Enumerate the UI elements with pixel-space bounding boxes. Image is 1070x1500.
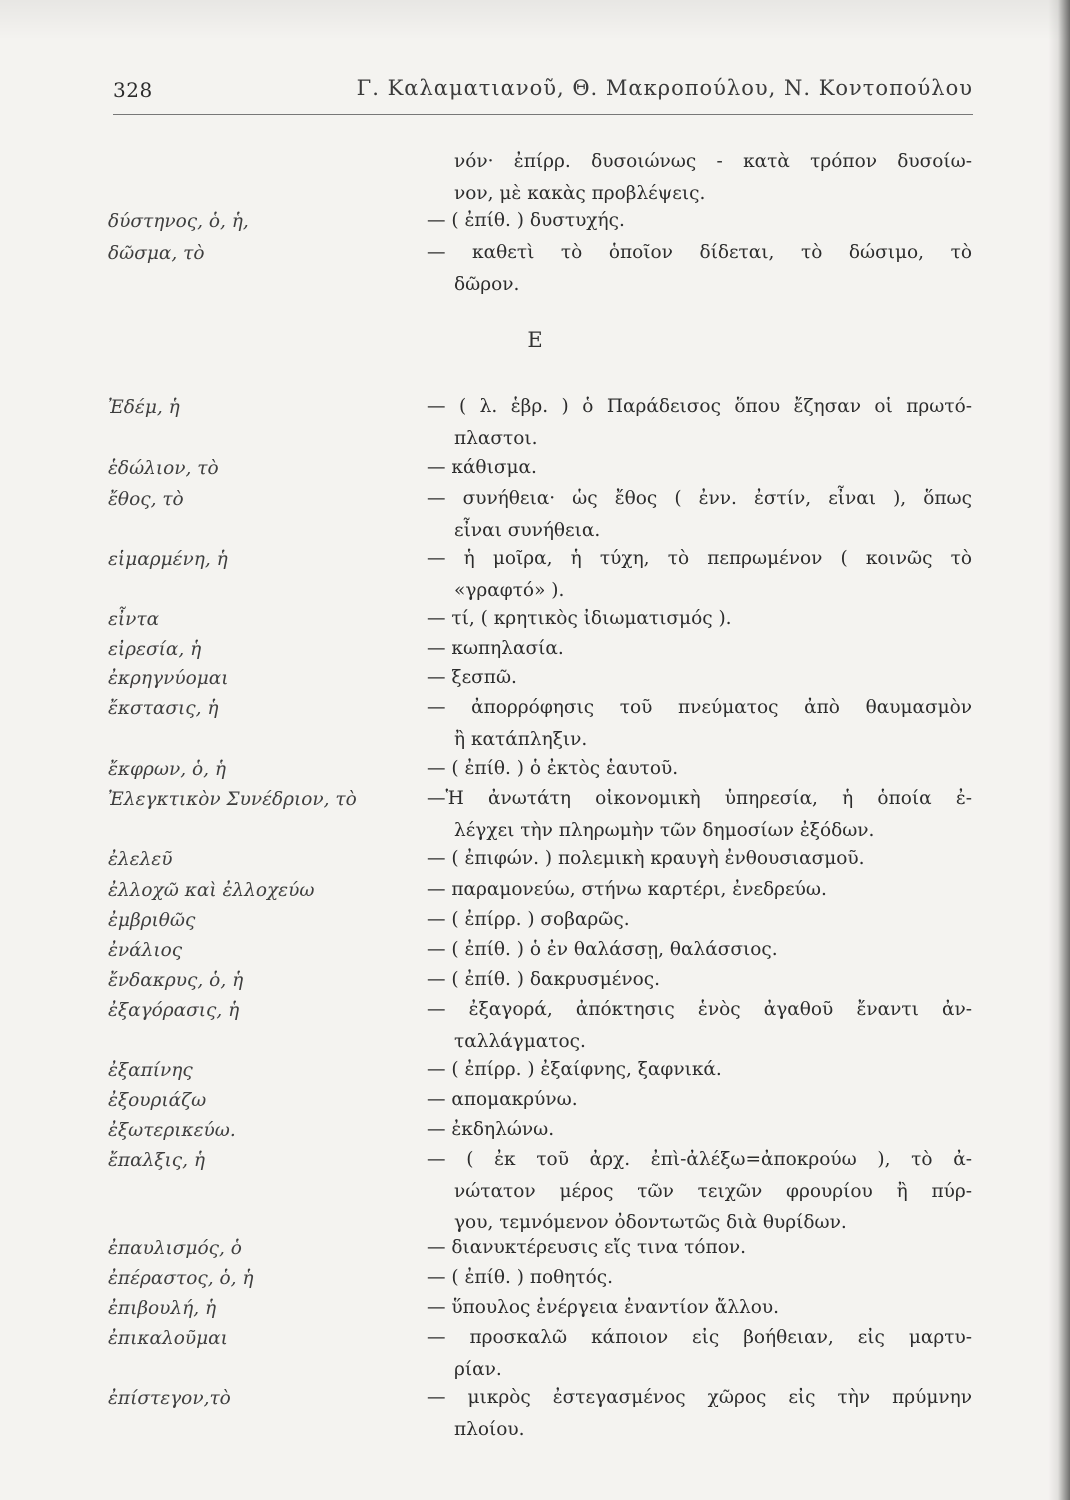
definition-line: — τί, ( κρητικὸς ἰδιωματισμός ). bbox=[427, 608, 732, 629]
entry-headword: ἐπικαλοῦμαι bbox=[108, 1328, 228, 1349]
definition-line: — ὕπουλος ἐνέργεια ἐναντίον ἄλλου. bbox=[427, 1297, 780, 1318]
definition-line: — ( ἐπιφών. ) πολεμικὴ κραυγὴ ἐνθουσιασμοῦ. bbox=[427, 848, 865, 869]
definition-line: —Ἡ ἀνωτάτη οἰκονομικὴ ὑπηρεσία, ἡ ὁποία ἐ- bbox=[427, 788, 972, 809]
entry-definition bbox=[427, 1382, 972, 1445]
entry-definition bbox=[427, 843, 972, 875]
definition-line: — ἐκδηλώνω. bbox=[427, 1119, 555, 1140]
entry-headword: δῶσμα, τὸ bbox=[108, 243, 205, 264]
entry-definition bbox=[427, 205, 972, 237]
definition-line: «γραφτό» ). bbox=[454, 579, 565, 601]
definition-line: πλοίου. bbox=[454, 1418, 525, 1440]
entry-definition bbox=[427, 1262, 972, 1294]
definition-line: — συνήθεια· ὡς ἔθος ( ἐνν. ἐστίν, εἶναι ), ὅπως bbox=[427, 488, 972, 509]
entry-headword: Ἐδέμ, ἡ bbox=[108, 397, 180, 418]
definition-line: — διανυκτέρευσις εἴς τινα τόπον. bbox=[427, 1237, 746, 1258]
entry-definition bbox=[427, 874, 972, 906]
entry-definition bbox=[427, 994, 972, 1057]
entry-headword: ἔκφρων, ὁ, ἡ bbox=[108, 759, 226, 780]
entry-headword: ἐκρηγνύομαι bbox=[108, 668, 229, 689]
entry-definition bbox=[427, 1322, 972, 1385]
definition-line: δῶρον. bbox=[454, 273, 520, 295]
entry-definition bbox=[427, 633, 972, 665]
running-title: Γ. Καλαματιανοῦ, Θ. Μακροπούλου, Ν. Κοντοπούλου bbox=[356, 76, 973, 100]
entry-headword: ἑδώλιον, τὸ bbox=[108, 458, 219, 479]
definition-line: — καθετὶ τὸ ὁποῖον δίδεται, τὸ δώσιμο, τὸ bbox=[427, 242, 972, 263]
entry-definition bbox=[427, 146, 972, 209]
section-letter: Ε bbox=[527, 328, 543, 352]
entry-headword: ἐξαγόρασις, ἡ bbox=[108, 1000, 240, 1021]
entry-headword: ἐξουριάζω bbox=[108, 1090, 207, 1111]
entry-definition bbox=[427, 1292, 972, 1324]
entry-headword: ἐξωτερικεύω. bbox=[108, 1120, 236, 1141]
entry-definition bbox=[427, 483, 972, 546]
entry-headword: δύστηνος, ὁ, ἡ, bbox=[108, 211, 249, 232]
definition-line: ἢ κατάπληξιν. bbox=[454, 728, 588, 750]
entry-headword: Ἐλεγκτικὸν Συνέδριον, τὸ bbox=[108, 789, 357, 810]
entry-headword: ἐνάλιος bbox=[108, 940, 183, 961]
page-number: 328 bbox=[113, 78, 153, 102]
definition-line: εἶναι συνήθεια. bbox=[454, 519, 601, 541]
entry-definition bbox=[427, 543, 972, 606]
entry-headword: ἐπαυλισμός, ὁ bbox=[108, 1238, 242, 1259]
definition-line: — ( ἐκ τοῦ ἀρχ. ἐπὶ-ἀλέξω=ἀποκρούω ), τὸ ἀ- bbox=[427, 1149, 972, 1170]
definition-line: — ( ἐπίρρ. ) σοβαρῶς. bbox=[427, 909, 630, 930]
entry-headword: ἐπιβουλή, ἡ bbox=[108, 1298, 217, 1319]
entry-definition bbox=[427, 1114, 972, 1146]
entry-definition bbox=[427, 1232, 972, 1264]
entry-headword: ἔκστασις, ἡ bbox=[108, 698, 219, 719]
entry-headword: εἰρεσία, ἡ bbox=[108, 639, 202, 660]
entry-definition bbox=[427, 753, 972, 785]
definition-line: — παραμονεύω, στήνω καρτέρι, ἐνεδρεύω. bbox=[427, 879, 827, 900]
definition-line: ρίαν. bbox=[454, 1358, 502, 1380]
definition-line: — ἀπορρόφησις τοῦ πνεύματος ἀπὸ θαυμασμὸν bbox=[427, 697, 972, 718]
entry-definition bbox=[427, 783, 972, 846]
entry-definition bbox=[427, 964, 972, 996]
definition-line: — ( ἐπίθ. ) ποθητός. bbox=[427, 1267, 613, 1288]
definition-line: — ( ἐπίθ. ) δυστυχής. bbox=[427, 210, 625, 231]
entry-definition bbox=[427, 1054, 972, 1086]
definition-line: νώτατον μέρος τῶν τειχῶν φρουρίου ἢ πύρ- bbox=[454, 1180, 972, 1202]
entry-definition bbox=[427, 904, 972, 936]
entry-definition bbox=[427, 1144, 972, 1239]
definition-line: ταλλάγματος. bbox=[454, 1030, 586, 1052]
entry-definition bbox=[427, 934, 972, 966]
definition-line: — κάθισμα. bbox=[427, 457, 537, 478]
entry-headword: ἔπαλξις, ἡ bbox=[108, 1150, 205, 1171]
entry-headword: ἐξαπίνης bbox=[108, 1060, 193, 1081]
definition-line: — ξεσπῶ. bbox=[427, 667, 517, 688]
entry-definition bbox=[427, 452, 972, 484]
entry-headword: ἔθος, τὸ bbox=[108, 489, 184, 510]
definition-line: — μικρὸς ἐστεγασμένος χῶρος εἰς τὴν πρύμνην bbox=[427, 1387, 972, 1408]
definition-line: — ( λ. ἑβρ. ) ὁ Παράδεισος ὅπου ἔζησαν οἱ πρωτό- bbox=[427, 396, 972, 417]
entry-headword: ἐμβριθῶς bbox=[108, 910, 196, 931]
entry-definition bbox=[427, 603, 972, 635]
definition-line: — ( ἐπίθ. ) ὁ ἐκτὸς ἑαυτοῦ. bbox=[427, 758, 679, 779]
definition-line: — ( ἐπίρρ. ) ἐξαίφνης, ξαφνικά. bbox=[427, 1059, 722, 1080]
definition-line: — προσκαλῶ κάποιον εἰς βοήθειαν, εἰς μαρτυ- bbox=[427, 1327, 972, 1348]
entry-headword: ἔνδακρυς, ὁ, ἡ bbox=[108, 970, 244, 991]
entry-definition bbox=[427, 391, 972, 454]
entry-headword: εἱμαρμένη, ἡ bbox=[108, 549, 228, 570]
definition-line: — ( ἐπίθ. ) δακρυσμένος. bbox=[427, 969, 660, 990]
entry-headword: ἐπίστεγον,τὸ bbox=[108, 1388, 231, 1409]
definition-line: — ἐξαγορά, ἀπόκτησις ἑνὸς ἀγαθοῦ ἔναντι ἀν- bbox=[427, 999, 972, 1020]
entry-definition bbox=[427, 1084, 972, 1116]
definition-line: νον, μὲ κακὰς προβλέψεις. bbox=[454, 182, 706, 204]
definition-line: — ἡ μοῖρα, ἡ τύχη, τὸ πεπρωμένον ( κοινῶς τὸ bbox=[427, 548, 972, 569]
entry-headword: ἐπέραστος, ὁ, ἡ bbox=[108, 1268, 254, 1289]
entry-definition bbox=[427, 662, 972, 694]
definition-line: — απομακρύνω. bbox=[427, 1089, 578, 1110]
definition-line: νόν· ἐπίρρ. δυσοιώνως - κατὰ τρόπον δυσοίω- bbox=[454, 151, 972, 172]
entry-headword: ἐλελεῦ bbox=[108, 849, 173, 870]
definition-line: λέγχει τὴν πληρωμὴν τῶν δημοσίων ἐξόδων. bbox=[454, 819, 875, 841]
entry-headword: εἶντα bbox=[108, 609, 160, 630]
entry-definition bbox=[427, 237, 972, 300]
entry-headword: ἐλλοχῶ καὶ ἐλλοχεύω bbox=[108, 880, 315, 901]
definition-line: — κωπηλασία. bbox=[427, 638, 564, 659]
entry-definition bbox=[427, 692, 972, 755]
definition-line: γου, τεμνόμενον ὀδοντωτῶς διὰ θυρίδων. bbox=[454, 1212, 847, 1233]
definition-line: — ( ἐπίθ. ) ὁ ἐν θαλάσσῃ, θαλάσσιος. bbox=[427, 939, 778, 960]
definition-line: πλαστοι. bbox=[454, 427, 538, 449]
